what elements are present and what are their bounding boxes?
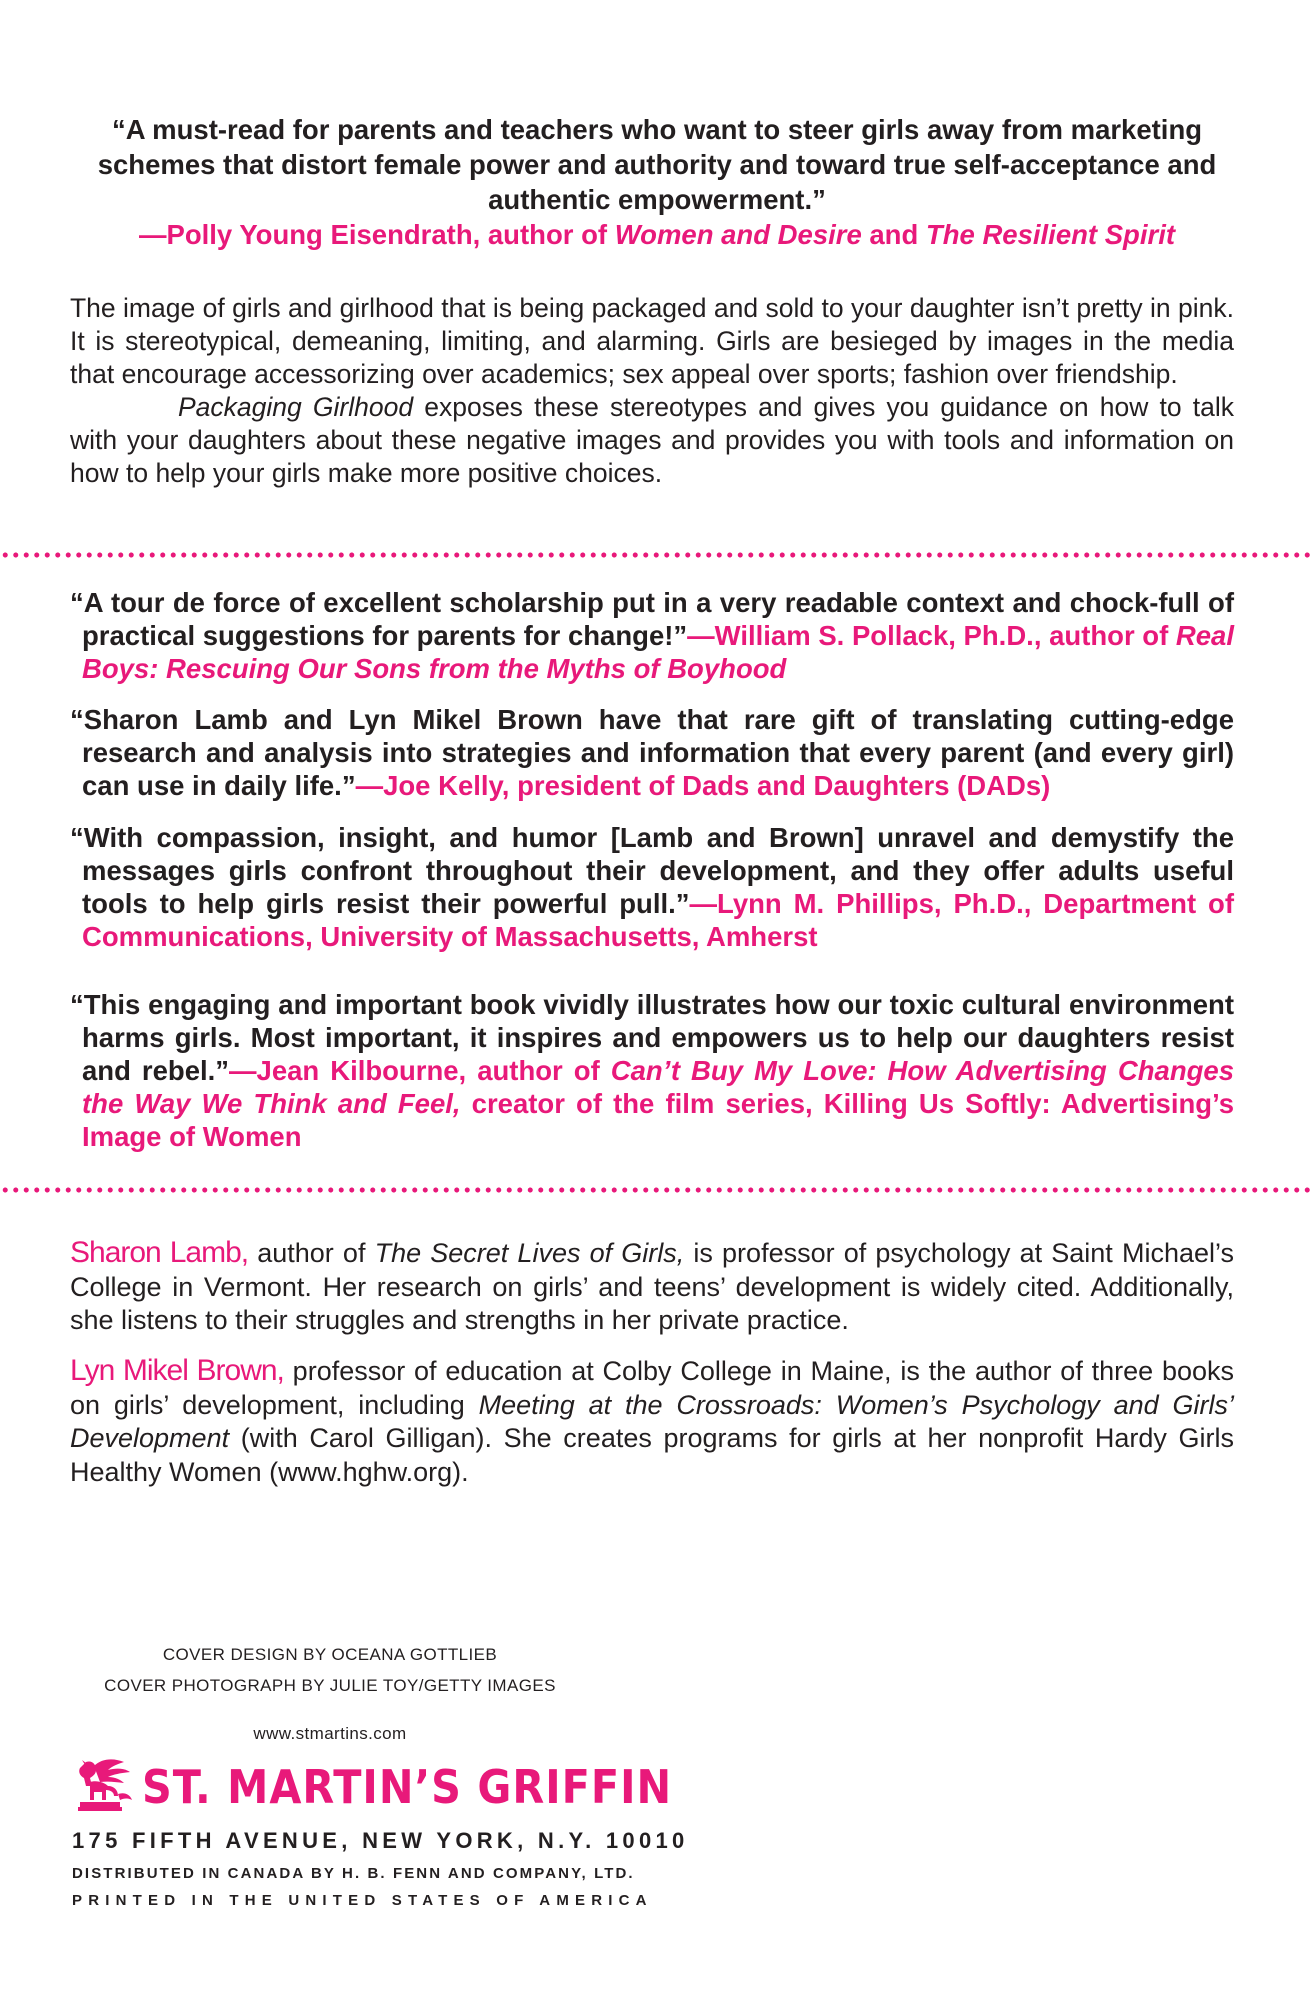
endorsement-attribution: —Jean Kilbourne, author of Can’t Buy My Love: How Advertising Changes the Way We Think and Feel, creator of the film series, Killing Us Softly: Advertising’s Image of Women <box>82 1055 1235 1152</box>
author-name: Sharon Lamb, <box>70 1236 249 1269</box>
book-title: Real Boys: Rescuing Our Sons from the Myths of Boyhood <box>82 620 1234 684</box>
endorsement-attribution: —Joe Kelly, president of Dads and Daughters (DADs) <box>355 770 1051 801</box>
publisher-logo <box>74 1752 673 1822</box>
endorsement: “A tour de force of excellent scholarship put in a very readable context and chock-full of practical suggestions for parents for change!”—William S. Pollack, Ph.D., author of Real Boys: Rescuing Our Sons from the Myths of Boyhood <box>70 587 1234 684</box>
griffin-icon <box>74 1756 136 1812</box>
description-paragraph-2: Packaging Girlhood exposes these stereotypes and gives you guidance on how to talk with your daughters about these negative images and provides you with tools and information on how to help your girls make more positive choices. <box>70 392 1235 488</box>
endorsement-attribution: —William S. Pollack, Ph.D., author of Real Boys: Rescuing Our Sons from the Myths of Boyhood <box>82 620 1234 684</box>
top-quote <box>70 112 1244 252</box>
book-title: Women and Desire <box>614 219 862 250</box>
author-name: Lyn Mikel Brown, <box>70 1354 284 1387</box>
dotted-divider <box>0 552 1314 558</box>
book-title: Can’t Buy My Love: How Advertising Changes the Way We Think and Feel, <box>82 1055 1235 1119</box>
book-title: Packaging Girlhood <box>178 392 414 422</box>
endorsement-attribution: —Lynn M. Phillips, Ph.D., Department of Communications, University of Massachusetts, Amherst <box>82 888 1234 952</box>
description-paragraph-1: The image of girls and girlhood that is being packaged and sold to your daughter isn’t pretty in pink. It is stereotypical, demeaning, limiting, and alarming. Girls are besieged by images in the media that encourage accessorizing over academics; sex appeal over sports; fashion over friendship. <box>70 293 1234 389</box>
endorsement: “With compassion, insight, and humor [Lamb and Brown] unravel and demystify the messages girls confront throughout their development, and they offer adults useful tools to help girls resist their powerful pull.”—Lynn M. Phillips, Ph.D., Department of Communications, University of Massachusetts, Amherst <box>70 822 1234 952</box>
website-link[interactable]: www.stmartins.com <box>253 1724 407 1743</box>
cover-photo-credit: COVER PHOTOGRAPH BY JULIE TOY/GETTY IMAGES <box>104 1676 556 1695</box>
book-title: Meeting at the Crossroads: Women’s Psychology and Girls’ Development <box>70 1389 1234 1453</box>
dotted-divider <box>0 1187 1314 1193</box>
top-quote-text: “A must-read for parents and teachers who want to steer girls away from marketing schemes that distort female power and authority and toward true self-acceptance and authentic empowerment.” <box>97 114 1217 215</box>
cover-design-credit: COVER DESIGN BY OCEANA GOTTLIEB <box>162 1645 498 1664</box>
top-quote-attribution: —Polly Young Eisendrath, author of Women and Desire and The Resilient Spirit <box>139 219 1175 250</box>
author-bio: Sharon Lamb, author of The Secret Lives of Girls, is professor of psychology at Saint Michael’s College in Vermont. Her research on girls’ and teens’ development is widely cited. Additionally, she listens to their struggles and strengths in her private practice. <box>70 1236 1234 1335</box>
endorsement: “This engaging and important book vividly illustrates how our toxic cultural environment harms girls. Most important, it inspires and empowers us to help our daughters resist and rebel.”—Jean Kilbourne, author of Can’t Buy My Love: How Advertising Changes the Way We Think and Feel, creator of the film series, Killing Us Softly: Advertising’s Image of Women <box>70 989 1235 1152</box>
book-title: The Secret Lives of Girls, <box>374 1238 685 1268</box>
book-description <box>70 292 1234 490</box>
distribution-note: DISTRIBUTED IN CANADA BY H. B. FENN AND COMPANY, LTD. <box>72 1865 635 1882</box>
author-bio: Lyn Mikel Brown, professor of education at Colby College in Maine, is the author of three books on girls’ development, including Meeting at the Crossroads: Women’s Psychology and Girls’ Development (with Carol Gilligan). She creates programs for girls at her nonprofit Hardy Girls Healthy Women (www.hghw.org). <box>70 1354 1234 1487</box>
publisher-name: ST. MARTIN’S GRIFFIN <box>142 1760 673 1814</box>
endorsement: “Sharon Lamb and Lyn Mikel Brown have that rare gift of translating cutting-edge research and analysis into strategies and information that every parent (and every girl) can use in daily life.”—Joe Kelly, president of Dads and Daughters (DADs) <box>70 704 1234 801</box>
printed-note: PRINTED IN THE UNITED STATES OF AMERICA <box>72 1892 653 1909</box>
book-title: The Resilient Spirit <box>925 219 1175 250</box>
publisher-address: 175 FIFTH AVENUE, NEW YORK, N.Y. 10010 <box>72 1828 689 1853</box>
